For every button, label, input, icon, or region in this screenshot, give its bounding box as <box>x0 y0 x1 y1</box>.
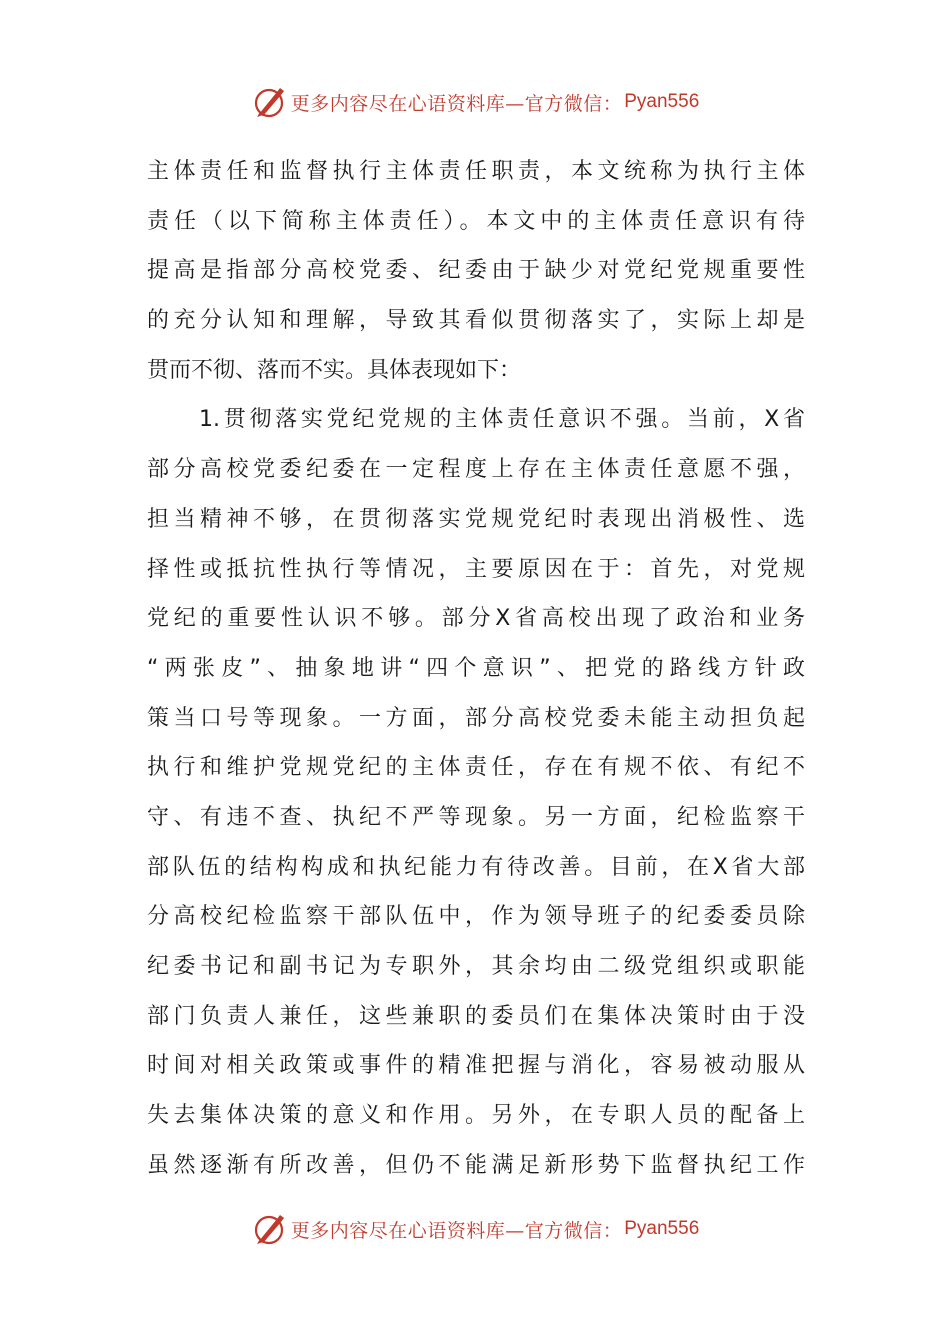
text-line: 策当口号等现象。一方面，部分高校党委未能主动担负起 <box>147 705 805 731</box>
text-line: 党纪的重要性认识不够。部分X省高校出现了政治和业务 <box>147 606 805 632</box>
header-watermark-id: Pyan556 <box>624 91 700 112</box>
text-line: 的充分认知和理解，导致其看似贯彻落实了，实际上却是 <box>147 308 805 334</box>
text-line: “两张皮”、抽象地讲“四个意识”、把党的路线方针政 <box>147 655 805 681</box>
footer-watermark-id: Pyan556 <box>624 1218 700 1239</box>
header-watermark-text: 更多内容尽在心语资料库—官方微信： <box>290 92 623 115</box>
text-line: 部分高校党委纪委在一定程度上存在主体责任意愿不强， <box>147 457 805 483</box>
text-line: 提高是指部分高校党委、纪委由于缺少对党纪党规重要性 <box>147 258 805 284</box>
text-line: 责任（以下简称主体责任）。本文中的主体责任意识有待 <box>147 208 805 234</box>
text-line: 主体责任和监督执行主体责任职责，本文统称为执行主体 <box>147 159 805 184</box>
text-line: 部门负责人兼任，这些兼职的委员们在集体决策时由于没 <box>147 1003 805 1029</box>
text-line: 部队伍的结构构成和执纪能力有待改善。目前，在X省大部 <box>147 854 805 880</box>
text-line: 时间对相关政策或事件的精准把握与消化，容易被动服从 <box>147 1053 805 1079</box>
text-line: 失去集体决策的意义和作用。另外，在专职人员的配备上 <box>147 1103 805 1129</box>
text-line: 执行和维护党规党纪的主体责任，存在有规不依、有纪不 <box>147 755 805 781</box>
pen-logo-icon <box>251 84 287 120</box>
footer-watermark-text: 更多内容尽在心语资料库—官方微信： <box>290 1219 623 1242</box>
text-line: 纪委书记和副书记为专职外，其余均由二级党组织或职能 <box>147 954 805 979</box>
document-body <box>147 147 805 1190</box>
text-line-paragraph-start: 1.贯彻落实党纪党规的主体责任意识不强。当前，X省 <box>199 407 805 433</box>
text-line: 贯而不彻、落而不实。具体表现如下： <box>147 357 522 383</box>
text-line: 担当精神不够，在贯彻落实党规党纪时表现出消极性、选 <box>147 506 805 532</box>
pen-logo-icon <box>251 1211 287 1247</box>
text-line: 择性或抵抗性执行等情况，主要原因在于：首先，对党规 <box>147 556 805 582</box>
text-line: 守、有违不查、执纪不严等现象。另一方面，纪检监察干 <box>147 804 805 830</box>
header-watermark <box>0 82 950 122</box>
footer-watermark <box>0 1209 950 1249</box>
text-line: 虽然逐渐有所改善，但仍不能满足新形势下监督执纪工作 <box>147 1152 805 1178</box>
text-line: 分高校纪检监察干部队伍中，作为领导班子的纪委委员除 <box>147 904 805 930</box>
